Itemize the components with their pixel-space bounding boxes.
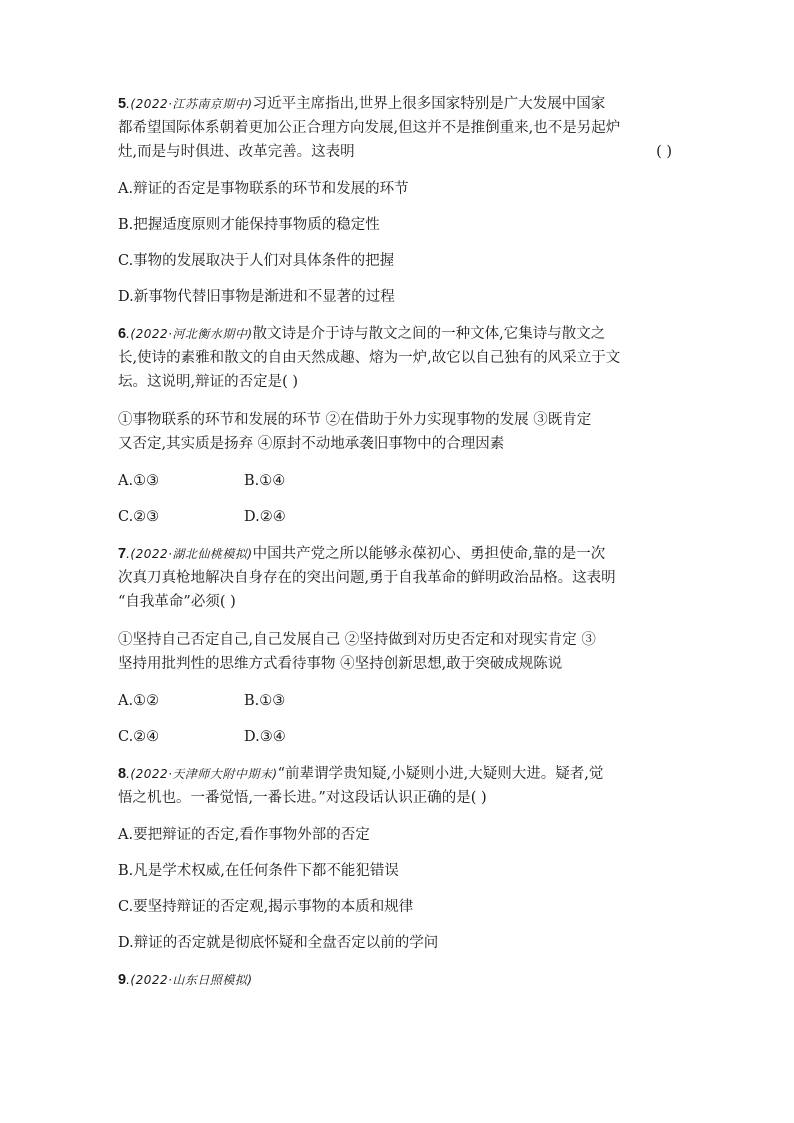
stem-line: 散文诗是介于诗与散文之间的一种文体,它集诗与散文之 [252,326,606,342]
option-a: A.要把辩证的否定,看作事物外部的否定 [118,827,370,843]
stem-line: “前辈谓学贵知疑,小疑则小进,大疑则大进。疑者,觉 [277,766,604,782]
question-6-stem [118,322,678,394]
statement-line: ①事物联系的环节和发展的环节 ②在借助于外力实现事物的发展 ③既肯定 [118,412,592,428]
question-9 [118,968,678,992]
statement-line: 又否定,其实质是扬弃 ④原封不动地承袭旧事物中的合理因素 [118,436,505,452]
stem-line: 习近平主席指出,世界上很多国家特别是广大发展中国家 [252,96,606,112]
choice-row [118,726,678,748]
option-a: A.辩证的否定是事物联系的环节和发展的环节 [118,181,409,197]
question-7-stem [118,542,678,614]
option-b: B.把握适度原则才能保持事物质的稳定性 [118,217,380,233]
choice-row [118,690,678,712]
option-c: C.要坚持辩证的否定观,揭示事物的本质和规律 [118,899,414,915]
option-c: C.事物的发展取决于人们对具体条件的把握 [118,253,395,269]
question-page [118,92,678,992]
statements [118,628,678,676]
choice-a: A.①③ [118,473,160,489]
question-source: .(2022·河北衡水期中) [126,327,253,341]
question-source: .(2022·天津师大附中期末) [126,767,278,781]
option-d: D.辩证的否定就是彻底怀疑和全盘否定以前的学问 [118,935,439,951]
question-7 [118,542,678,748]
question-number: 7 [118,546,127,562]
question-source: .(2022·山东日照模拟) [126,973,253,987]
question-source: .(2022·湖北仙桃模拟) [126,547,253,561]
question-source: .(2022·江苏南京期中) [126,97,253,111]
stem-line: “自我革命”必须( ) [118,594,236,610]
question-9-stem [118,968,678,992]
stem-line: 都希望国际体系朝着更加公正合理方向发展,但这并不是推倒重来,也不是另起炉 [118,120,621,136]
option-b: B.凡是学术权威,在任何条件下都不能犯错误 [118,863,399,879]
choice-d: D.②④ [244,509,286,525]
stem-line: 中国共产党之所以能够永葆初心、勇担使命,靠的是一次 [252,546,606,562]
choice-row [118,506,678,528]
option-d: D.新事物代替旧事物是渐进和不显著的过程 [118,289,395,305]
choice-row [118,470,678,492]
question-number: 8 [118,766,127,782]
question-8-stem [118,762,678,810]
question-number: 9 [118,972,127,988]
stem-line: 灶,而是与时俱进、改革完善。这表明 [118,144,355,160]
choice-c: C.②④ [118,729,160,745]
question-5 [118,92,678,308]
question-8 [118,762,678,954]
question-6 [118,322,678,528]
question-5-stem [118,92,678,164]
choice-b: B.①④ [244,473,286,489]
question-number: 5 [118,96,127,112]
question-number: 6 [118,326,127,342]
stem-line: 长,使诗的素雅和散文的自由天然成趣、熔为一炉,故它以自己独有的风采立于文 [118,350,621,366]
statement-line: ①坚持自己否定自己,自己发展自己 ②坚持做到对历史否定和对现实肯定 ③ [118,632,596,648]
statements [118,408,678,456]
choice-d: D.③④ [244,729,286,745]
choice-b: B.①③ [244,693,286,709]
choice-a: A.①② [118,693,160,709]
statement-line: 坚持用批判性的思维方式看待事物 ④坚持创新思想,敢于突破成规陈说 [118,656,563,672]
choice-c: C.②③ [118,509,160,525]
answer-paren: ( ) [656,144,672,160]
stem-line: 次真刀真枪地解决自身存在的突出问题,勇于自我革命的鲜明政治品格。这表明 [118,570,616,586]
stem-line: 悟之机也。一番觉悟,一番长进。”对这段话认识正确的是( ) [118,790,487,806]
stem-line: 坛。这说明,辩证的否定是( ) [118,374,299,390]
